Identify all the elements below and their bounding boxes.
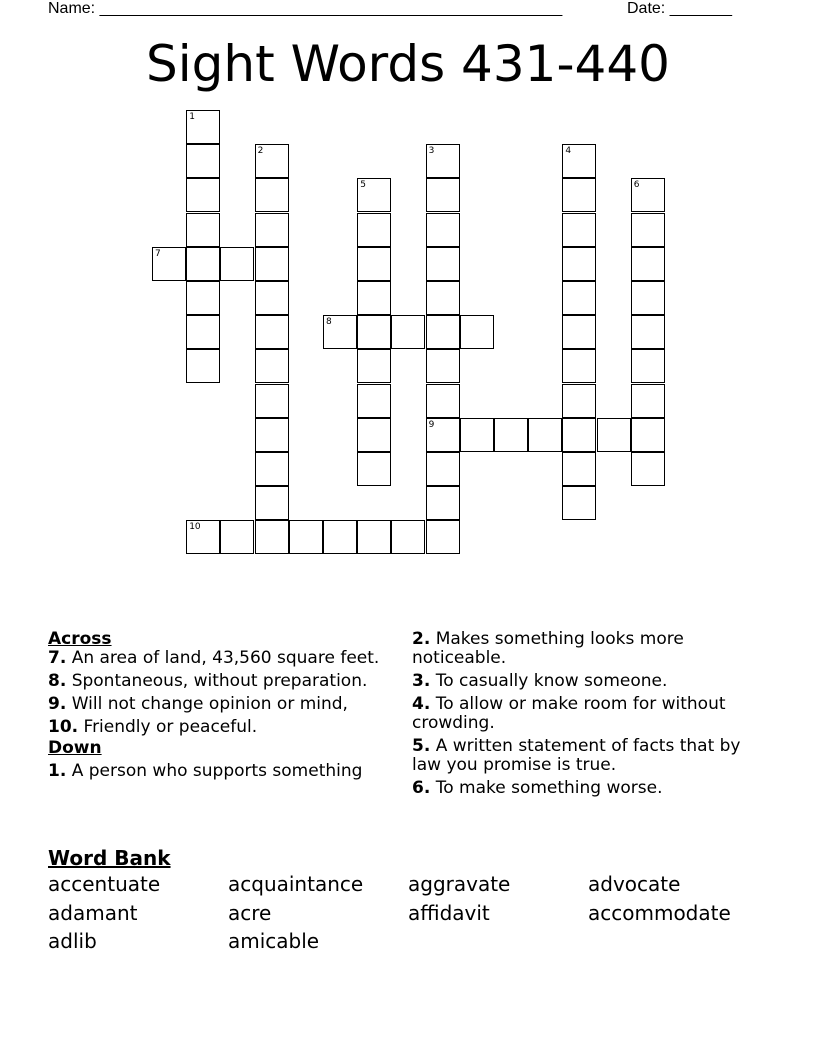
page-title: Sight Words 431-440 [146,35,670,93]
crossword-cell[interactable] [528,418,562,452]
clue-down-3 [412,672,764,691]
crossword-cell[interactable] [562,247,596,281]
word-bank-item: adamant [48,900,138,925]
crossword-cell[interactable] [255,486,289,520]
crossword-cell[interactable] [426,178,460,212]
crossword-cell[interactable] [186,247,220,281]
crossword-cell[interactable] [426,418,460,452]
clue-text: Will not change opinion or mind, [71,694,348,714]
crossword-cell[interactable] [186,349,220,383]
clue-across-9 [48,695,393,714]
name-field[interactable]: Name: ____________________________________________________ [48,0,563,17]
word-bank-item: accentuate [48,872,161,896]
clue-across-7 [48,649,393,668]
clue-across-8 [48,672,393,691]
crossword-cell[interactable] [255,520,289,554]
word-bank-item: affidavit [408,900,490,925]
clue-number: 5. [412,736,431,756]
clue-number-label: 5 [360,180,366,191]
crossword-cell[interactable] [323,520,357,554]
clue-number-label: 8 [326,317,332,328]
clue-number-label: 9 [428,419,435,430]
clue-text: Makes something looks more noticeable. [412,629,684,668]
clue-number: 6. [412,778,431,798]
clue-down-5 [412,737,764,775]
crossword-cell[interactable] [186,213,220,247]
crossword-cell[interactable] [562,418,596,452]
clue-number: 10. [48,717,79,737]
clue-text: A person who supports something [71,761,363,781]
word-bank-item: advocate [588,872,681,896]
clue-number: 3. [412,671,431,691]
clue-number-label: 3 [428,146,435,157]
crossword-cell[interactable] [631,384,665,418]
crossword-cell[interactable] [255,213,289,247]
crossword-cell[interactable] [631,281,665,315]
clue-number-label: 2 [257,146,264,157]
crossword-cell[interactable] [220,247,254,281]
word-bank [48,846,768,956]
crossword-cell[interactable] [631,213,665,247]
clue-text: To make something worse. [435,778,663,798]
crossword-cell[interactable] [460,418,494,452]
crossword-cell[interactable] [289,520,323,554]
clue-across-10 [48,718,393,737]
clues-left-column [48,630,393,785]
crossword-cell[interactable] [255,349,289,383]
crossword-cell[interactable] [631,418,665,452]
crossword-cell[interactable] [426,452,460,486]
clue-number-label: 1 [189,112,195,122]
crossword-cell[interactable] [562,486,596,520]
crossword-cell[interactable] [255,384,289,418]
crossword-cell[interactable] [357,315,391,349]
crossword-cell[interactable] [357,213,391,247]
crossword-cell[interactable] [152,247,186,281]
crossword-cell[interactable] [631,247,665,281]
crossword-cell[interactable] [357,349,391,383]
crossword-cell[interactable] [426,315,460,349]
clue-down-1 [48,762,393,781]
crossword-cell[interactable] [631,315,665,349]
crossword-cell[interactable] [426,486,460,520]
crossword-cell[interactable] [255,144,289,178]
crossword-cell[interactable] [562,349,596,383]
crossword-cell[interactable] [494,418,528,452]
crossword-cell[interactable] [426,144,460,178]
crossword-cell[interactable] [186,178,220,212]
clue-text: To allow or make room for without crowding. [412,694,726,733]
crossword-cell[interactable] [357,247,391,281]
clue-down-6 [412,779,764,798]
word-bank-item: amicable [228,929,320,953]
word-bank-item: aggravate [408,872,511,896]
word-bank-title: Word Bank [48,846,171,870]
crossword-cell[interactable] [631,349,665,383]
crossword-cell[interactable] [426,213,460,247]
crossword-cell[interactable] [562,384,596,418]
crossword-cell[interactable] [323,315,357,349]
crossword-cell[interactable] [357,452,391,486]
crossword-cell[interactable] [562,452,596,486]
crossword-cell[interactable] [255,281,289,315]
clue-number: 1. [48,761,67,781]
crossword-cell[interactable] [426,281,460,315]
crossword-cell[interactable] [186,144,220,178]
down-heading: Down [48,738,102,758]
clue-down-4 [412,695,764,733]
crossword-cell[interactable] [562,213,596,247]
crossword-cell[interactable] [426,520,460,554]
clue-down-2 [412,630,764,668]
crossword-cell[interactable] [460,315,494,349]
word-bank-item: adlib [48,929,97,953]
crossword-cell[interactable] [562,315,596,349]
crossword-cell[interactable] [186,110,220,144]
crossword-cell[interactable] [631,452,665,486]
word-bank-item: accommodate [588,900,731,925]
crossword-cell[interactable] [255,418,289,452]
clue-number: 7. [48,648,67,668]
crossword-cell[interactable] [186,315,220,349]
clue-number-label: 4 [565,146,572,157]
clue-text: To casually know someone. [435,671,668,691]
crossword-cell[interactable] [220,520,254,554]
crossword-cell[interactable] [255,452,289,486]
crossword-cell[interactable] [391,315,425,349]
clue-number: 8. [48,671,67,691]
word-bank-list [48,870,768,956]
crossword-cell[interactable] [391,520,425,554]
clue-number: 4. [412,694,431,714]
clue-number: 2. [412,629,431,649]
crossword-cell[interactable] [597,418,631,452]
crossword-cell[interactable] [357,281,391,315]
crossword-cell[interactable] [562,178,596,212]
crossword-cell[interactable] [426,349,460,383]
crossword-cell[interactable] [426,247,460,281]
crossword-cell[interactable] [186,520,220,554]
crossword-cell[interactable] [562,281,596,315]
crossword-cell[interactable] [186,281,220,315]
clue-number: 9. [48,694,67,714]
clue-number-label: 7 [155,248,161,259]
crossword-cell[interactable] [357,178,391,212]
clue-number-label: 6 [633,180,640,191]
crossword-cell[interactable] [255,178,289,212]
crossword-cell[interactable] [631,178,665,212]
crossword-cell[interactable] [255,247,289,281]
date-field[interactable]: Date: _______ [627,0,732,17]
crossword-cell[interactable] [357,384,391,418]
across-heading: Across [48,629,112,649]
crossword-cell[interactable] [255,315,289,349]
clue-number-label: 10 [189,522,201,533]
crossword-cell[interactable] [357,418,391,452]
word-bank-item: acquaintance [228,872,364,896]
clue-text: An area of land, 43,560 square feet. [71,648,380,668]
crossword-cell[interactable] [426,384,460,418]
clue-text: A written statement of facts that by law you promise is true. [412,736,741,775]
clue-text: Spontaneous, without preparation. [71,671,368,691]
word-bank-item: acre [228,900,272,925]
clue-text: Friendly or peaceful. [83,717,258,737]
crossword-cell[interactable] [357,520,391,554]
clues-right-column [412,630,764,802]
crossword-cell[interactable] [562,144,596,178]
